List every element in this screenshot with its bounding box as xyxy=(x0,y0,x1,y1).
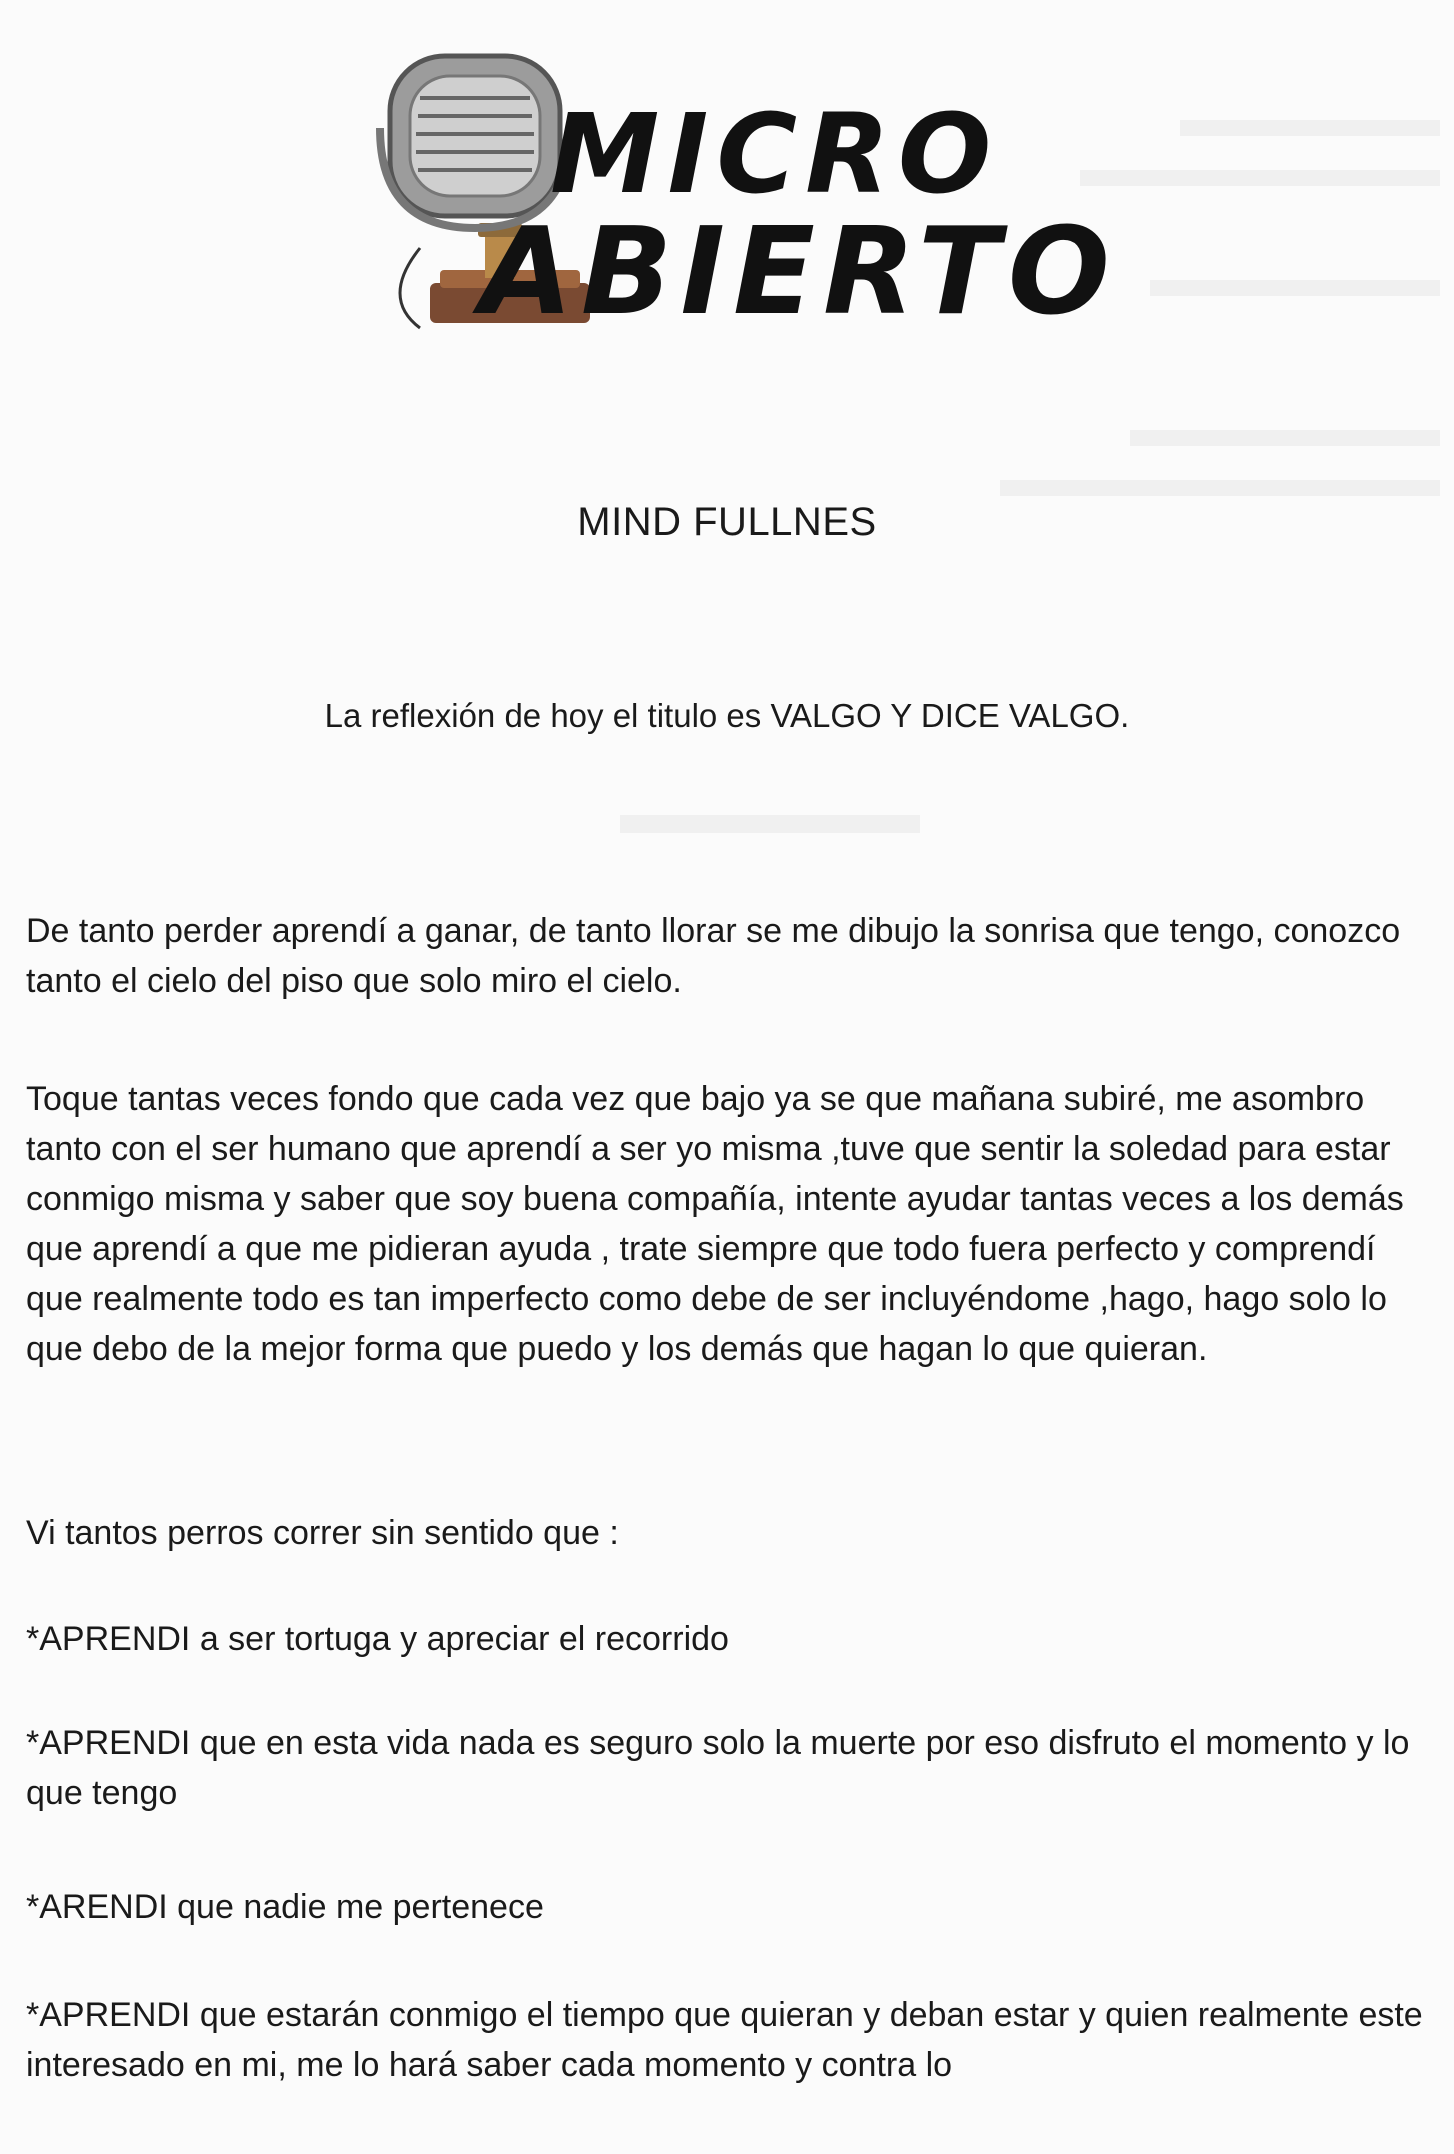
list-item: *ARENDI que nadie me pertenece xyxy=(26,1888,544,1926)
list-item: *APRENDI que estarán conmigo el tiempo que quieran y deban estar y quien realmente este interesado en mi, me lo hará saber cada momento y contra lo xyxy=(26,1996,1423,2084)
micro-abierto-logo xyxy=(360,38,1160,342)
paragraph-2: Toque tantas veces fondo que cada vez que bajo ya se que mañana subiré, me asombro tanto con el ser humano que aprendí a ser yo misma ,tuve que sentir la soledad para estar conmigo misma y saber que soy buena compañía, intente ayudar tantas veces a los demás que aprendí a que me pidieran ayuda , trate siempre que todo fuera perfecto y comprendí que realmente todo es tan imperfecto como debe de ser incluyéndome ,hago, hago solo lo que debo de la mejor forma que puedo y los demás que hagan lo que quieran. xyxy=(26,1080,1404,1368)
list-item: *APRENDI a ser tortuga y apreciar el recorrido xyxy=(26,1620,729,1658)
logo-text-micro: MICRO xyxy=(550,90,1000,218)
page-subtitle: La reflexión de hoy el titulo es VALGO Y DICE VALGO. xyxy=(324,697,1130,734)
list-item: *APRENDI que en esta vida nada es seguro solo la muerte por eso disfruto el momento y lo que tengo xyxy=(26,1724,1410,1812)
paragraph-3: Vi tantos perros correr sin sentido que : xyxy=(26,1514,619,1552)
paragraph-1: De tanto perder aprendí a ganar, de tanto llorar se me dibujo la sonrisa que tengo, conozco tanto el cielo del piso que solo miro el cielo. xyxy=(26,912,1401,1000)
page-title: MIND FULLNES xyxy=(577,500,877,544)
logo-text-abierto: ABIERTO xyxy=(480,203,1118,342)
